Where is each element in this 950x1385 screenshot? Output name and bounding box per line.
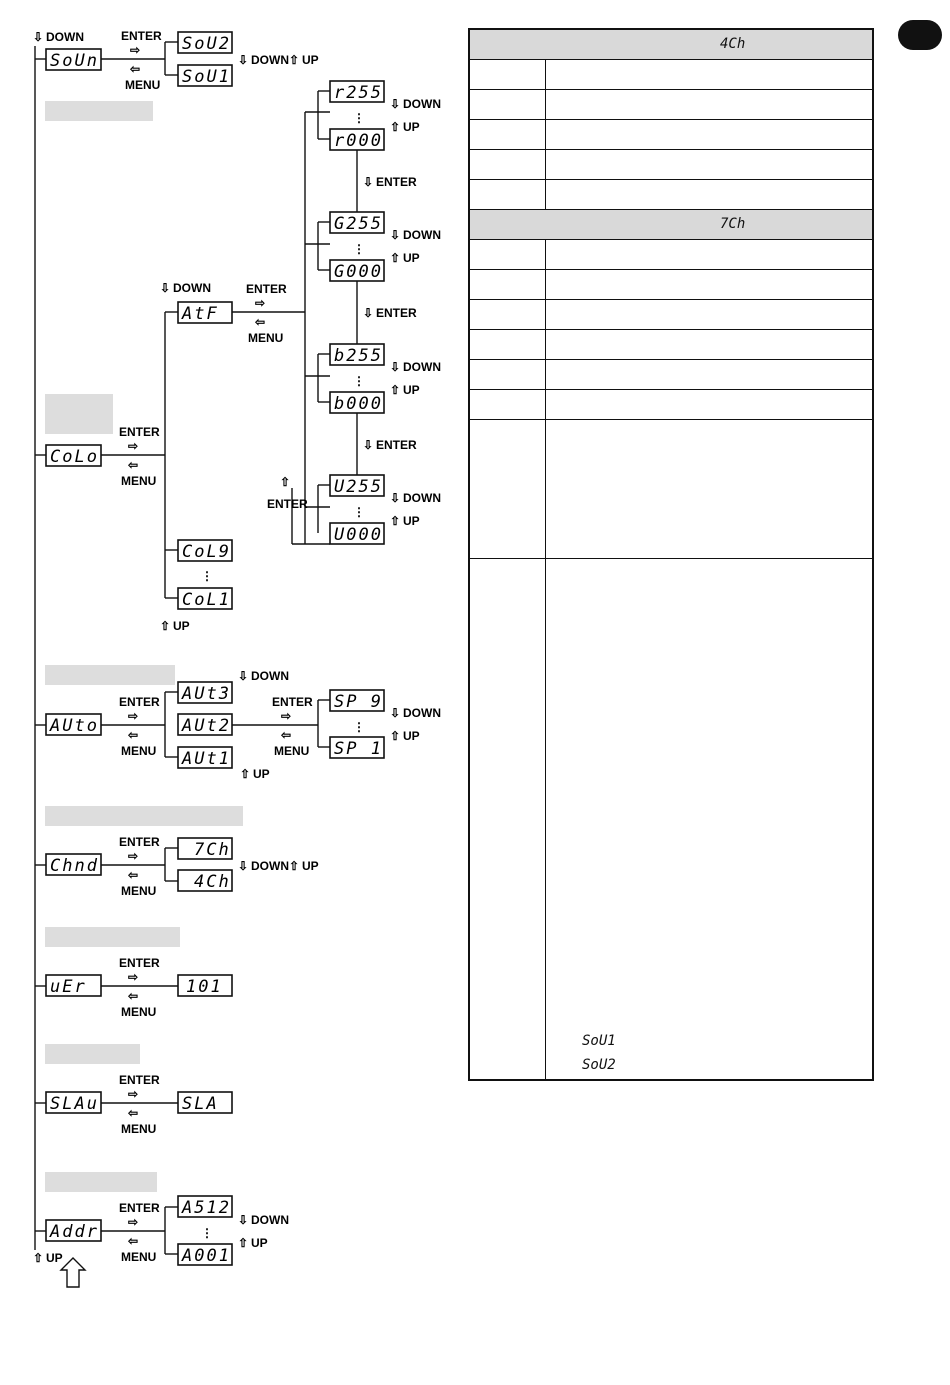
svg-text:MENU: MENU xyxy=(121,744,157,758)
svg-text:⇨: ⇨ xyxy=(281,709,292,723)
svg-text:UP: UP xyxy=(403,514,420,528)
svg-text:DOWN: DOWN xyxy=(251,859,289,873)
svg-text:⇩: ⇩ xyxy=(363,175,374,189)
svg-text:⇧: ⇧ xyxy=(160,619,171,633)
svg-text:UP: UP xyxy=(173,619,190,633)
color-label-bar xyxy=(45,394,113,434)
svg-text:MENU: MENU xyxy=(121,1005,157,1019)
svg-text:G000: G000 xyxy=(334,262,383,282)
svg-text:ENTER: ENTER xyxy=(119,1073,160,1087)
svg-text:⇩: ⇩ xyxy=(390,228,401,242)
svg-text:⇦: ⇦ xyxy=(128,728,139,742)
table-section-4ch xyxy=(470,30,872,60)
svg-text:ENTER: ENTER xyxy=(119,835,160,849)
svg-text:ENTER: ENTER xyxy=(376,306,417,320)
svg-text:DOWN: DOWN xyxy=(403,491,441,505)
svg-text:⇧: ⇧ xyxy=(289,53,300,67)
svg-text:⋮: ⋮ xyxy=(201,1226,213,1240)
svg-text:b000: b000 xyxy=(334,394,383,414)
svg-text:DOWN: DOWN xyxy=(403,360,441,374)
svg-text:⋮: ⋮ xyxy=(353,720,365,734)
svg-text:ENTER: ENTER xyxy=(119,425,160,439)
svg-text:⇧: ⇧ xyxy=(240,767,251,781)
svg-text:⇧: ⇧ xyxy=(390,120,401,134)
svg-text:UP: UP xyxy=(253,767,270,781)
svg-text:⇦: ⇦ xyxy=(128,989,139,1003)
svg-text:Addr: Addr xyxy=(50,1222,99,1242)
svg-text:⇦: ⇦ xyxy=(128,868,139,882)
table-sou2: SoU2 xyxy=(582,1057,616,1073)
table-row xyxy=(470,60,872,90)
svg-text:r000: r000 xyxy=(334,131,383,151)
svg-text:ENTER: ENTER xyxy=(119,695,160,709)
svg-text:DOWN: DOWN xyxy=(403,228,441,242)
table-row xyxy=(470,360,872,390)
svg-text:101: 101 xyxy=(186,977,223,997)
display-sou1-text: SoU1 xyxy=(182,67,231,87)
table-row-sound xyxy=(470,559,872,1081)
menu-label-sound: MENU xyxy=(125,78,161,92)
bottom-up-arrow: ⇧ xyxy=(33,1251,44,1265)
section-4ch-label: 4Ch xyxy=(720,36,746,52)
svg-text:⇧: ⇧ xyxy=(390,729,401,743)
svg-text:b255: b255 xyxy=(334,346,383,366)
svg-text:UP: UP xyxy=(403,120,420,134)
svg-text:⇦: ⇦ xyxy=(128,1106,139,1120)
display-colo-text: CoLo xyxy=(50,447,99,467)
svg-text:⇨: ⇨ xyxy=(128,1215,139,1229)
svg-text:⇩: ⇩ xyxy=(238,53,249,67)
sound-label-bar xyxy=(45,101,153,121)
svg-text:⇩: ⇩ xyxy=(363,306,374,320)
svg-text:ENTER: ENTER xyxy=(376,438,417,452)
version-label-bar xyxy=(45,927,180,947)
svg-text:⇩: ⇩ xyxy=(363,438,374,452)
table-row xyxy=(470,330,872,360)
svg-text:⇧: ⇧ xyxy=(390,514,401,528)
table-row xyxy=(470,270,872,300)
svg-text:UP: UP xyxy=(403,383,420,397)
svg-text:⇦: ⇦ xyxy=(281,728,292,742)
svg-text:⋮: ⋮ xyxy=(353,374,365,388)
svg-text:⋮: ⋮ xyxy=(353,505,365,519)
svg-text:A512: A512 xyxy=(182,1198,231,1218)
svg-text:⋮: ⋮ xyxy=(353,242,365,256)
top-down-arrow: ⇩ xyxy=(33,30,44,44)
svg-text:UP: UP xyxy=(251,1236,268,1250)
table-row xyxy=(470,420,872,559)
svg-text:CoL9: CoL9 xyxy=(182,542,231,562)
svg-text:DOWN: DOWN xyxy=(251,1213,289,1227)
table-row xyxy=(470,90,872,120)
table-row xyxy=(470,150,872,180)
svg-text:⇩: ⇩ xyxy=(390,97,401,111)
svg-text:⇦: ⇦ xyxy=(255,315,266,329)
svg-text:MENU: MENU xyxy=(121,1250,157,1264)
svg-text:AUto: AUto xyxy=(50,716,99,736)
svg-text:SP 9: SP 9 xyxy=(334,692,383,712)
section-7ch-label: 7Ch xyxy=(720,216,746,232)
svg-text:CoL1: CoL1 xyxy=(182,590,231,610)
svg-text:UP: UP xyxy=(403,251,420,265)
display-soun-text: SoUn xyxy=(50,51,99,71)
svg-text:ENTER: ENTER xyxy=(246,282,287,296)
svg-text:⇩: ⇩ xyxy=(390,706,401,720)
svg-text:⇧: ⇧ xyxy=(280,475,291,489)
svg-text:⇧: ⇧ xyxy=(390,383,401,397)
up-outline-arrow-icon xyxy=(61,1258,85,1287)
svg-text:G255: G255 xyxy=(334,214,383,234)
svg-text:AUt3: AUt3 xyxy=(182,684,231,704)
enter-label-sound: ENTER xyxy=(121,29,162,43)
svg-text:⇨: ⇨ xyxy=(255,296,266,310)
svg-text:4Ch: 4Ch xyxy=(194,872,231,892)
svg-text:⇦: ⇦ xyxy=(128,1234,139,1248)
table-row xyxy=(470,180,872,210)
svg-text:AUt1: AUt1 xyxy=(182,749,231,769)
top-down-label: DOWN xyxy=(46,30,84,44)
svg-text:DOWN: DOWN xyxy=(173,281,211,295)
display-sou2-text: SoU2 xyxy=(182,34,231,54)
table-sou1: SoU1 xyxy=(582,1033,616,1049)
svg-text:A001: A001 xyxy=(182,1246,231,1266)
svg-text:SP 1: SP 1 xyxy=(334,739,383,759)
svg-text:AtF: AtF xyxy=(182,304,219,324)
svg-text:AUt2: AUt2 xyxy=(182,716,231,736)
svg-text:Chnd: Chnd xyxy=(50,856,99,876)
svg-text:⇨: ⇨ xyxy=(128,970,139,984)
svg-text:SLA: SLA xyxy=(182,1094,219,1114)
table-section-7ch xyxy=(470,210,872,240)
svg-text:⇧: ⇧ xyxy=(390,251,401,265)
svg-text:uEr: uEr xyxy=(50,977,87,997)
dmx-channel-table xyxy=(468,28,874,1081)
svg-text:⇦: ⇦ xyxy=(130,62,141,76)
svg-text:⇧: ⇧ xyxy=(289,859,300,873)
svg-text:ENTER: ENTER xyxy=(119,1201,160,1215)
svg-text:ENTER: ENTER xyxy=(272,695,313,709)
channel-label-bar xyxy=(45,806,243,826)
svg-text:⋮: ⋮ xyxy=(353,111,365,125)
svg-text:⇩: ⇩ xyxy=(238,859,249,873)
svg-text:U000: U000 xyxy=(334,525,383,545)
up-label-sound: UP xyxy=(302,53,319,67)
svg-text:SLAu: SLAu xyxy=(50,1094,99,1114)
svg-text:ENTER: ENTER xyxy=(119,956,160,970)
svg-text:ENTER: ENTER xyxy=(267,497,308,511)
svg-text:⇦: ⇦ xyxy=(128,458,139,472)
svg-text:MENU: MENU xyxy=(121,1122,157,1136)
svg-text:⇩: ⇩ xyxy=(390,360,401,374)
svg-text:DOWN: DOWN xyxy=(403,97,441,111)
svg-text:UP: UP xyxy=(403,729,420,743)
svg-text:⇨: ⇨ xyxy=(128,709,139,723)
table-row xyxy=(470,240,872,270)
svg-text:⇨: ⇨ xyxy=(130,43,141,57)
svg-text:ENTER: ENTER xyxy=(376,175,417,189)
svg-text:7Ch: 7Ch xyxy=(194,840,231,860)
auto-label-bar xyxy=(45,665,175,685)
svg-text:MENU: MENU xyxy=(121,884,157,898)
svg-text:⇨: ⇨ xyxy=(128,849,139,863)
svg-text:MENU: MENU xyxy=(121,474,157,488)
svg-text:⇧: ⇧ xyxy=(238,1236,249,1250)
svg-text:U255: U255 xyxy=(334,477,383,497)
svg-text:r255: r255 xyxy=(334,83,383,103)
svg-text:⇩: ⇩ xyxy=(238,669,249,683)
svg-text:DOWN: DOWN xyxy=(403,706,441,720)
svg-text:⇨: ⇨ xyxy=(128,439,139,453)
svg-text:⇩: ⇩ xyxy=(238,1213,249,1227)
down-label-sound: DOWN xyxy=(251,53,289,67)
svg-text:DOWN: DOWN xyxy=(251,669,289,683)
svg-text:⋮: ⋮ xyxy=(201,569,213,583)
slave-label-bar xyxy=(45,1044,140,1064)
svg-text:⇩: ⇩ xyxy=(390,491,401,505)
table-row xyxy=(470,120,872,150)
svg-text:MENU: MENU xyxy=(248,331,284,345)
svg-text:UP: UP xyxy=(302,859,319,873)
table-row xyxy=(470,300,872,330)
svg-text:MENU: MENU xyxy=(274,744,310,758)
table-row xyxy=(470,390,872,420)
bottom-up-label: UP xyxy=(46,1251,63,1265)
address-label-bar xyxy=(45,1172,157,1192)
svg-text:⇨: ⇨ xyxy=(128,1087,139,1101)
svg-text:⇩: ⇩ xyxy=(160,281,171,295)
